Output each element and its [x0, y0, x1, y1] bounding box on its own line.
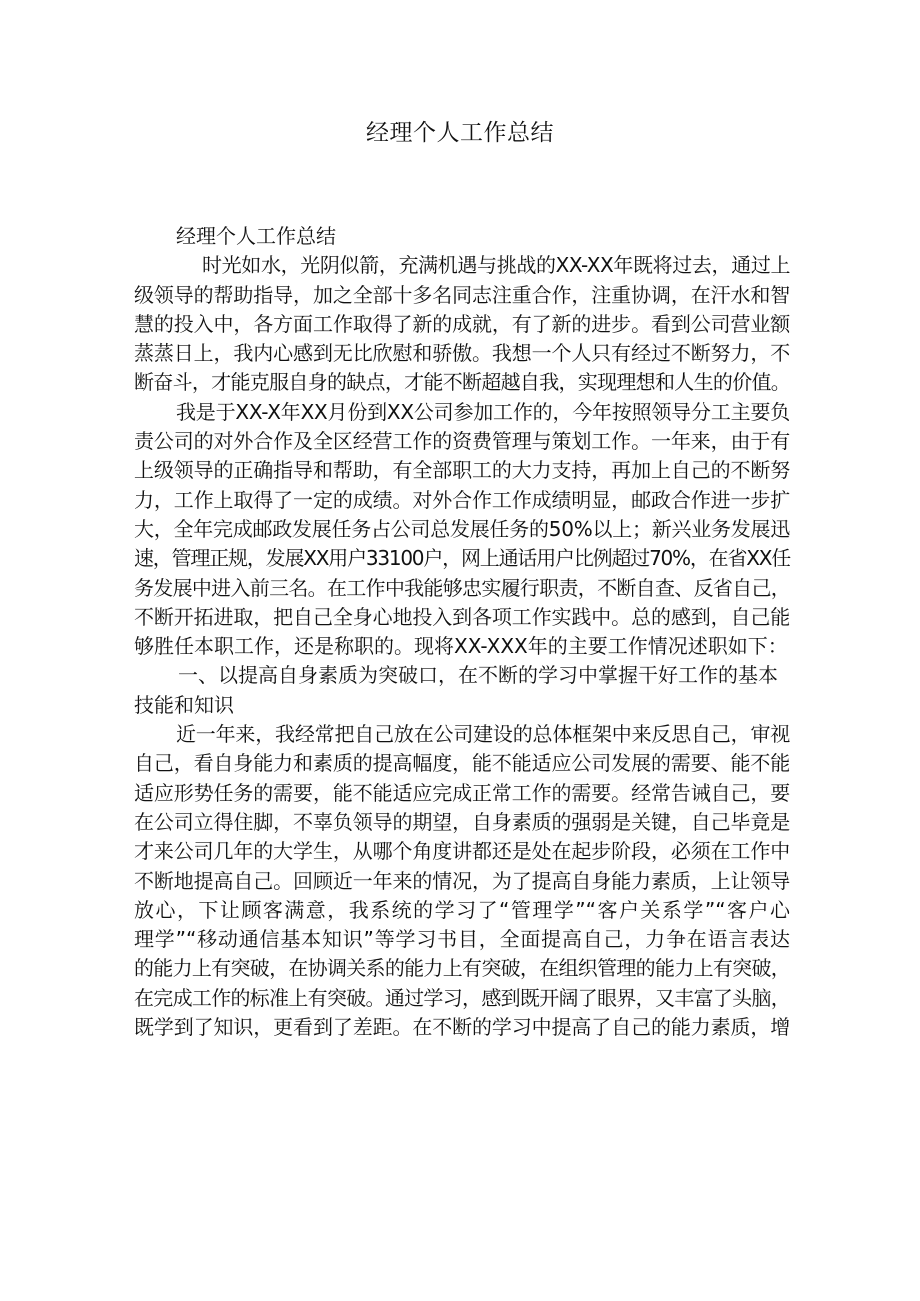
section-heading: 一、以提高自身素质为突破口，在不断的学习中掌握干好工作的基本 — [178, 663, 778, 688]
document-title: 经理个人工作总结 — [366, 120, 554, 146]
paragraph-line: 级领导的帮助指导，加之全部十多名同志注重合作，注重协调，在汗水和智 — [134, 282, 790, 307]
paragraph-line: 力，工作上取得了一定的成绩。对外合作工作成绩明显，邮政合作进一步扩 — [134, 487, 790, 512]
paragraph-line: 慧的投入中，各方面工作取得了新的成就，有了新的进步。看到公司营业额 — [134, 311, 790, 336]
section-heading: 技能和知识 — [134, 692, 234, 717]
paragraph-line: 在完成工作的标准上有突破。通过学习，感到既开阔了眼界，又丰富了头脑， — [134, 985, 790, 1010]
paragraph-line: 断奋斗，才能克服自身的缺点，才能不断超越自我，实现理想和人生的价值。 — [134, 370, 790, 395]
paragraph-line: 自己，看自身能力和素质的提高幅度，能不能适应公司发展的需要、能不能 — [134, 751, 790, 776]
paragraph-line: 务发展中进入前三名。在工作中我能够忠实履行职责，不断自查、反省自己， — [134, 575, 790, 600]
paragraph-line: 速，管理正规，发展XX用户33100户，网上通话用户比例超过70%，在省XX任 — [134, 546, 790, 571]
paragraph-line: 理学”“移动通信基本知识”等学习书目，全面提高自己，力争在语言表达 — [134, 927, 790, 952]
paragraph-line: 不断地提高自己。回顾近一年来的情况，为了提高自身能力素质，上让领导 — [134, 868, 790, 893]
paragraph-line: 上级领导的正确指导和帮助，有全部职工的大力支持，再加上自己的不断努 — [134, 458, 790, 483]
paragraph-line: 才来公司几年的大学生，从哪个角度讲都还是处在起步阶段，必须在工作中 — [134, 839, 790, 864]
document-body — [134, 222, 790, 1042]
paragraph-line: 时光如水，光阴似箭，充满机遇与挑战的XX-XX年既将过去，通过上 — [202, 253, 790, 278]
paragraph-line: 蒸蒸日上，我内心感到无比欣慰和骄傲。我想一个人只有经过不断努力，不 — [134, 341, 790, 366]
paragraph-line: 不断开拓进取，把自己全身心地投入到各项工作实践中。总的感到，自己能 — [134, 604, 790, 629]
body-subtitle: 经理个人工作总结 — [176, 224, 336, 248]
paragraph-line: 放心，下让顾客满意，我系统的学习了“管理学”“客户关系学”“客户心 — [134, 897, 790, 922]
paragraph-line: 近一年来，我经常把自己放在公司建设的总体框架中来反思自己，审视 — [176, 722, 790, 747]
paragraph-line: 责公司的对外合作及全区经营工作的资费管理与策划工作。一年来，由于有 — [134, 429, 790, 454]
paragraph-line: 既学到了知识，更看到了差距。在不断的学习中提高了自己的能力素质，增 — [134, 1015, 790, 1040]
paragraph-line: 大，全年完成邮政发展任务占公司总发展任务的50%以上；新兴业务发展迅 — [134, 516, 790, 541]
paragraph-line: 适应形势任务的需要，能不能适应完成正常工作的需要。经常告诫自己，要 — [134, 780, 790, 805]
paragraph-line: 在公司立得住脚，不辜负领导的期望，自身素质的强弱是关键，自己毕竟是 — [134, 809, 790, 834]
paragraph-line: 的能力上有突破，在协调关系的能力上有突破，在组织管理的能力上有突破， — [134, 956, 790, 981]
paragraph-line: 我是于XX-X年XX月份到XX公司参加工作的，今年按照领导分工主要负 — [176, 399, 790, 424]
paragraph-line: 够胜任本职工作，还是称职的。现将XX-XXX年的主要工作情况述职如下： — [134, 634, 788, 659]
